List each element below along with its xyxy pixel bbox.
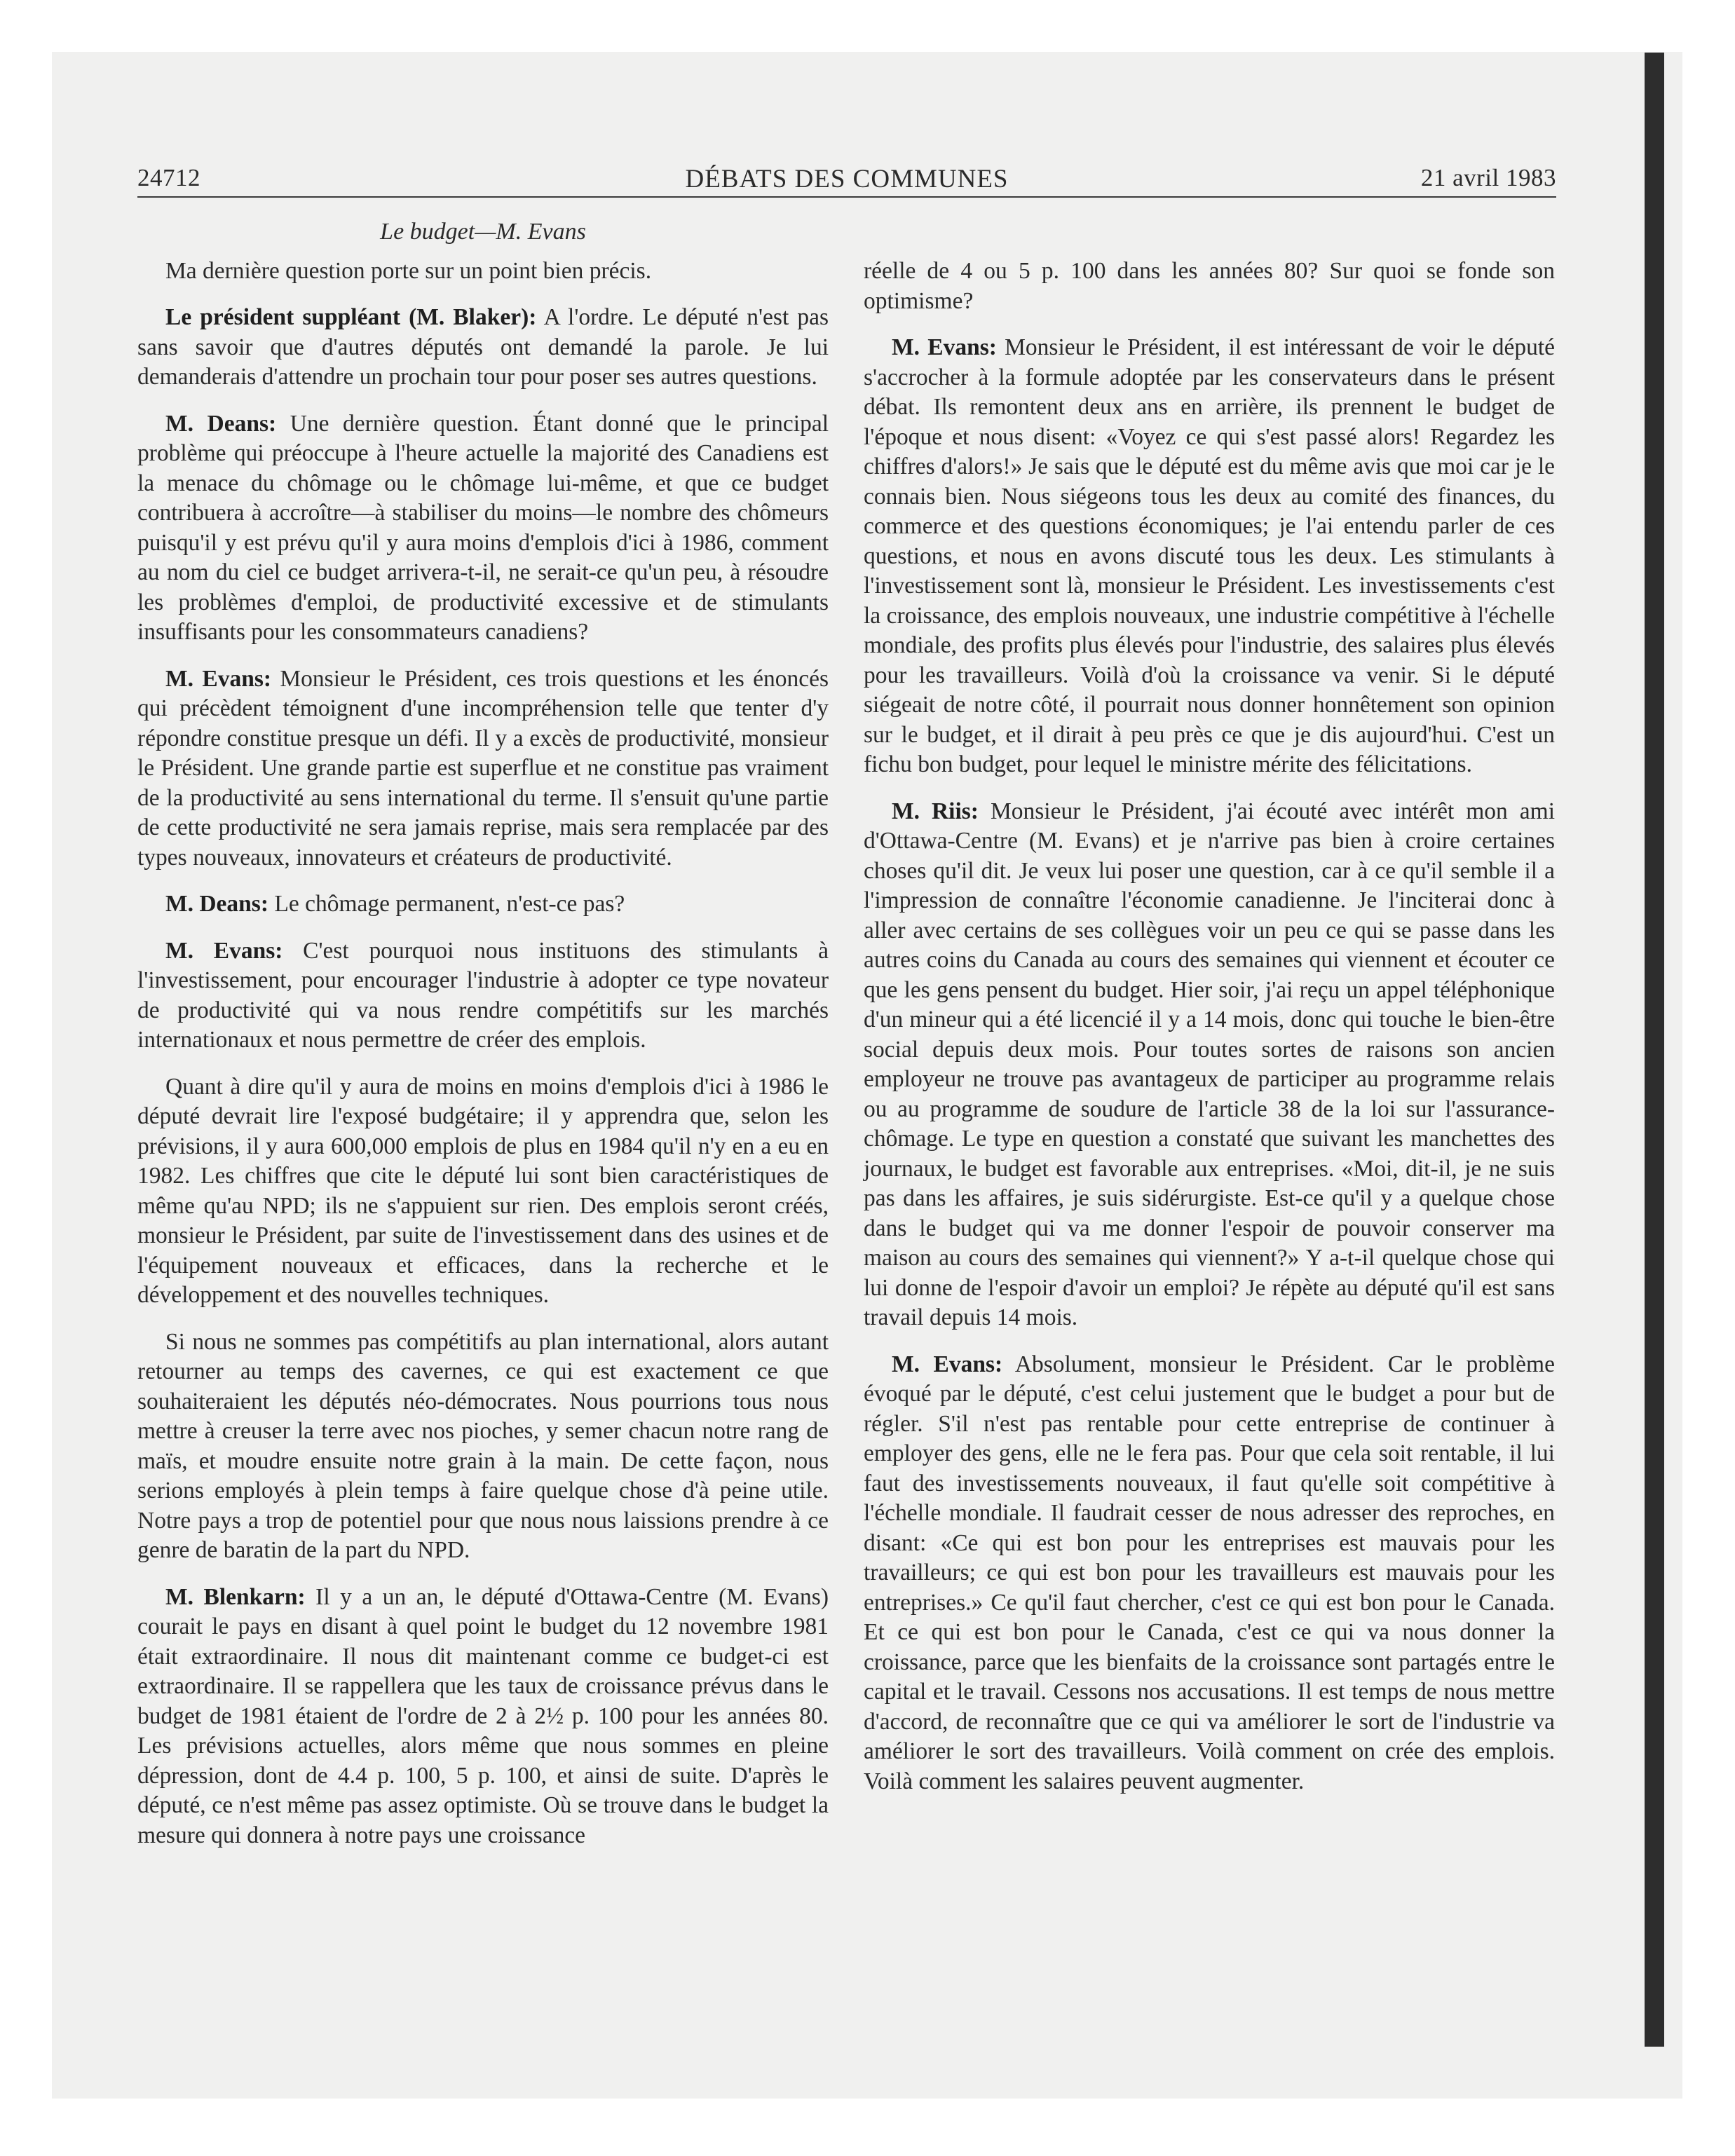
paragraph [137,1328,829,1566]
section-heading: Le budget—M. Evans [380,219,586,245]
journal-title: DÉBATS DES COMMUNES [685,165,1009,193]
running-header [137,160,1556,205]
paragraph-text: Monsieur le Président, il est intéressant de voir le député s'accrocher à la formule adoptée par les conservateurs dans le présent débat. Ils remontent deux ans en arrière, ils prennent le budget de l'époque et nous disent: «Voyez ce qui s'est passé alors! Regardez les chiffres d'alors!» Je sais que le député est du même avis que moi car je le connais bien. Nous siégeons tous les deux au comité des finances, du commerce et des questions économiques; je l'ai entendu parler de ces questions, et nous en avons discuté tous les deux. Les stimulants à l'investissement sont là, monsieur le Président. Les investissements c'est la croissance, des emplois nouveaux, une industrie compétitive à l'échelle mondiale, des profits plus élevés pour l'industrie, des salaires plus élevés pour les travailleurs. Voilà d'où la croissance va venir. Si le député siégeait de notre côté, il pourrait nous donner honnêtement son opinion sur le budget, et il dirait à peu près ce que je dis aujourd'hui. C'est un fichu bon budget, pour lequel le ministre mérite des félicitations. [864,334,1555,777]
speaker-name: M. Blenkarn: [165,1583,306,1610]
paragraph-text: Ma dernière question porte sur un point bien précis. [165,257,652,284]
speaker-name: M. Evans: [892,1351,1003,1377]
paragraph-text: Si nous ne sommes pas compétitifs au plan international, alors autant retourner au temps des cavernes, ce qui est exactement ce que souhaiteraient les députés néo-démocrates. Nous pourrions tous nous mettre à creuser la terre avec nos pioches, y semer chacun notre rang de maïs, et moudre ensuite notre grain à la main. De cette façon, nous serions employés à plein temps à faire quelque chose d'à peine utile. Notre pays a trop de potentiel pour que nous nous laissions prendre à ce genre de baratin de la part du NPD. [137,1328,829,1563]
paragraph [137,303,829,393]
speaker-name: M. Deans: [165,410,277,437]
paragraph-text: Monsieur le Président, j'ai écouté avec intérêt mon ami d'Ottawa-Centre (M. Evans) et je n'arrive pas bien à croire certaines choses qu'il dit. Je veux lui poser une question, car à ce qu'il semble il a l'impression de connaître l'économie canadienne. Je l'inciterai donc à aller avec certains de ses collègues voir un peu ce qui se passe dans les autres coins du Canada au cours des semaines qui viennent et écouter ce que les gens pensent du budget. Hier soir, j'ai reçu un appel téléphonique d'un mineur qui a été licencié il y a 14 mois, donc qui touche le bien-être social depuis deux mois. Pour toutes sortes de raisons son ancien employeur ne trouve pas avantageux de participer au programme relais ou au programme de soudure de l'article 38 de la loi sur l'assurance-chômage. Le type en question a constaté que suivant les manchettes des journaux, le budget est favorable aux entreprises. «Moi, dit-il, je ne suis pas dans les affaires, je suis sidérurgiste. Est-ce qu'il y a quelque chose dans le budget qui va me donner l'espoir de pouvoir conserver ma maison au cours des semaines qui viennent?» Y a-t-il quelque chose qui lui donne de l'espoir d'avoir un emploi? Je répète au député qu'il est sans travail depuis 14 mois. [864,798,1555,1330]
header-rule [137,196,1556,198]
paragraph-text: Une dernière question. Étant donné que le principal problème qui préoccupe à l'heure actuelle la majorité des Canadiens est la menace du chômage ou le chômage lui-même, et que ce budget contribuera à accroître—à stabiliser du moins—le nombre des chômeurs puisqu'il y est prévu qu'il y aura moins d'emplois d'ici à 1986, comment au nom du ciel ce budget arrivera-t-il, ne serait-ce qu'un peu, à résoudre les problèmes d'emploi, de productivité excessive et de stimulants insuffisants pour les consommateurs canadiens? [137,410,829,645]
right-paragraphs [864,257,1555,1796]
paragraph [137,1583,829,1851]
left-paragraphs [137,257,829,1851]
speaker-name: M. Evans: [165,937,283,964]
right-column [864,257,1555,1813]
paragraph-text: réelle de 4 ou 5 p. 100 dans les années 80? Sur quoi se fonde son optimisme? [864,258,1555,314]
page-number: 24712 [137,164,200,191]
scan-edge-shadow [1645,53,1664,2047]
speaker-name: M. Deans: [165,891,269,917]
paragraph-text: A l'ordre. Le député n'est pas sans savoir que d'autres députés ont demandé la parole. Je lui demanderais d'attendre un prochain tour pour poser ses autres questions. [137,304,829,390]
paragraph [864,1350,1555,1797]
speaker-name: M. Evans: [165,665,272,692]
speaker-name: Le président suppléant (M. Blaker): [165,304,537,330]
paragraph-text: Il y a un an, le député d'Ottawa-Centre (M. Evans) courait le pays en disant à quel point le budget du 12 novembre 1981 était extraordinaire. Il nous dit maintenant comme ce budget-ci est extraordinaire. Il se rappellera que les taux de croissance prévus dans le budget de 1981 étaient de l'ordre de 2 à 2½ p. 100 pour les années 80. Les prévisions actuelles, alors même que nous sommes en pleine dépression, dont de 4.4 p. 100, 5 p. 100, et ainsi de suite. D'après le député, ce n'est même pas assez optimiste. Où se trouve dans le budget la mesure qui donnera à notre pays une croissance [137,1583,829,1848]
left-column [137,217,829,1867]
paragraph [137,409,829,648]
paragraph-text: Monsieur le Président, ces trois questions et les énoncés qui précèdent témoignent d'une incompréhension telle que tenter d'y répondre constitue presque un défi. Il y a excès de productivité, monsieur le Président. Une grande partie est superflue et ne constitue pas vraiment de la productivité au sens international du terme. Il s'ensuit qu'une partie de cette productivité ne sera jamais reprise, mais sera remplacée par des types nouveaux, innovateurs et créateurs de productivité. [137,665,829,871]
paragraph [864,797,1555,1333]
paragraph-text: C'est pourquoi nous instituons des stimulants à l'investissement, pour encourager l'industrie à adopter ce type novateur de productivité qui va nous rendre compétitifs sur les marchés internationaux et nous permettre de créer des emplois. [137,937,829,1053]
paragraph [137,1072,829,1311]
speaker-name: M. Riis: [892,798,979,824]
paragraph [864,333,1555,780]
paragraph-text: Absolument, monsieur le Président. Car le problème évoqué par le député, c'est celui justement que le budget a pour but de régler. S'il n'est pas rentable pour cette entreprise de continuer à employer des gens, elle ne le fera pas. Pour que cela soit rentable, il lui faut des investissements nouveaux, il faut qu'elle soit compétitive à l'échelle mondiale. Il faudrait cesser de nous adresser des reproches, en disant: «Ce qui est bon pour les entreprises est mauvais pour les travailleurs; ce qui est bon pour les travailleurs est mauvais pour les entreprises.» Ce qu'il faut chercher, c'est ce qui est bon pour le Canada. Et ce qui est bon pour le Canada, c'est ce qui va nous donner la croissance, parce que les bienfaits de la croissance sont partagés entre le capital et le travail. Cessons nos accusations. Il est temps de nous mettre d'accord, de reconnaître que ce qui va améliorer le sort de l'industrie va améliorer le sort des travailleurs. Voilà comment on crée des emplois. Voilà comment les salaires peuvent augmenter. [864,1351,1555,1794]
paragraph-text: Le chômage permanent, n'est-ce pas? [268,891,625,917]
speaker-name: M. Evans: [892,334,997,360]
paragraph [137,936,829,1056]
paragraph [864,257,1555,316]
paragraph [137,664,829,873]
issue-date: 21 avril 1983 [1420,164,1556,191]
paragraph [137,257,829,287]
paragraph [137,889,829,920]
paragraph-text: Quant à dire qu'il y aura de moins en moins d'emplois d'ici à 1986 le député devrait lire l'exposé budgétaire; il y apprendra que, selon les prévisions, il y aura 600,000 emplois de plus en 1984 qu'il n'y en a eu en 1982. Les chiffres que cite le député lui sont bien caractéristiques de même qu'au NPD; ils ne s'appuient sur rien. Des emplois seront créés, monsieur le Président, par suite de l'investissement dans des usines et de l'équipement nouveaux et efficaces, dans la recherche et le développement et des nouvelles techniques. [137,1073,829,1308]
